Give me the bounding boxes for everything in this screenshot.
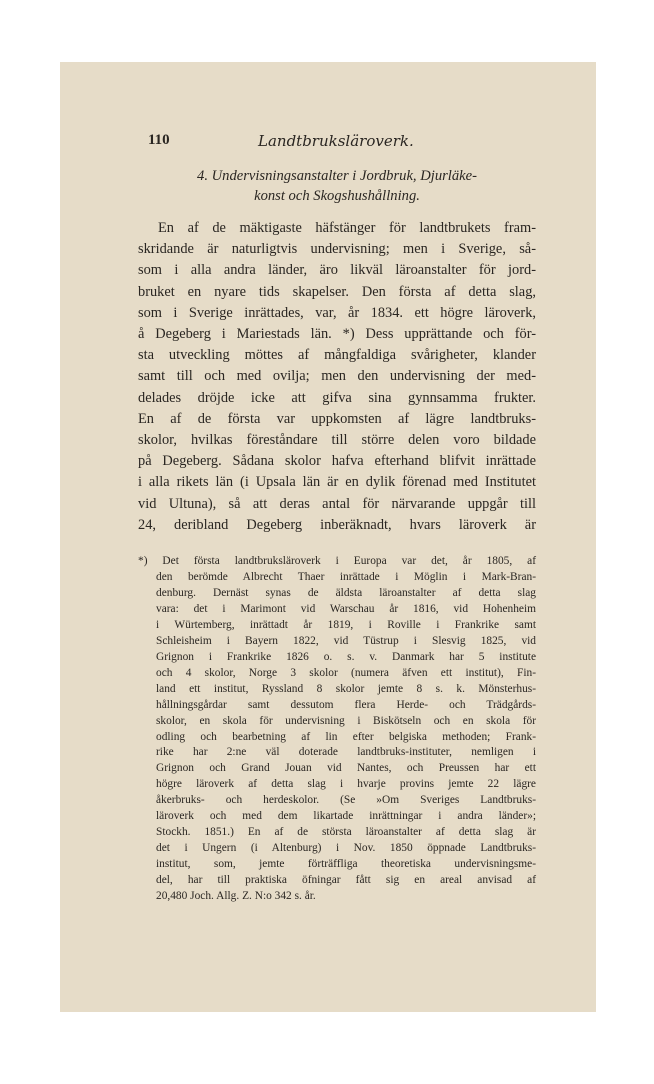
body-line: skolor, hvilkas föreståndare till större delen voro bildade xyxy=(138,432,536,449)
footnote-line: åkerbruks- och herdeskolor. (Se »Om Sveriges Landtbruks- xyxy=(156,794,536,807)
body-line: delades dröjde icke att gifva sina gynnsamma frukter. xyxy=(138,389,536,406)
page-number: 110 xyxy=(148,132,170,148)
body-line: som i Sverige inrättades, var, år 1834. ett högre läroverk, xyxy=(138,304,536,321)
body-line: samt till och med ovilja; men den undervisning der med- xyxy=(138,368,536,385)
footnote-line: vara: det i Marimont vid Warschau år 1816, vid Hohenheim xyxy=(156,602,536,615)
footnote-line: och 4 skolor, Norge 3 skolor (numera äfven ett institut), Fin- xyxy=(156,666,536,679)
running-title: Landtbruksläroverk. xyxy=(258,132,414,150)
footnote-line: skolor, en skola för undervisning i Biskötseln och en skola för xyxy=(156,714,536,727)
book-page xyxy=(60,62,596,1012)
body-line: på Degeberg. Sådana skolor hafva efterhand blifvit inrättade xyxy=(138,453,536,470)
section-heading-line: 4. Undervisningsanstalter i Jordbruk, Djurläke- xyxy=(197,168,477,184)
footnote-line: i Würtemberg, inrättadt år 1819, i Roville i Frankrike samt xyxy=(156,618,536,631)
page-content xyxy=(138,132,536,905)
body-line: En af de första var uppkomsten af lägre landtbruks- xyxy=(138,410,536,427)
footnote-line: högre läroverk af detta slag i hvarje provins jemte 22 lägre xyxy=(156,778,536,791)
footnote-line: Schleisheim i Bayern 1822, vid Tüstrup i Slesvig 1825, vid xyxy=(156,634,536,647)
footnote-line: land ett institut, Ryssland 8 skolor jemte 8 s. k. Mönsterhus- xyxy=(156,682,536,695)
footnote-line: Stockh. 1851.) En af de största läroanstalter af detta slag är xyxy=(156,826,536,839)
body-line: skridande är naturligtvis undervisning; men i Sverige, så- xyxy=(138,241,536,258)
footnote-line: läroverk och med dem likartade inrättningar i andra länder»; xyxy=(156,810,536,823)
section-heading xyxy=(138,166,536,206)
body-line: bruket en nyare tids skapelser. Den första af detta slag, xyxy=(138,283,536,300)
body-line: i alla rikets län (i Upsala län är en dylik förenad med Institutet xyxy=(138,474,536,491)
footnote-line: *) Det första landtbruksläroverk i Europa var det, år 1805, af xyxy=(138,555,536,568)
footnote-line: del, har till praktiska öfningar fått sig en areal anvisad af xyxy=(156,874,536,887)
body-line: En af de mäktigaste häfstänger för landtbrukets fram- xyxy=(158,220,536,236)
section-heading-line: konst och Skogshushållning. xyxy=(254,188,420,204)
footnote xyxy=(138,554,536,905)
footnote-line: Grignon i Frankrike 1826 o. s. v. Danmark har 5 institute xyxy=(156,650,536,663)
footnote-line: hållningsgårdar samt dessutom flera Herde- och Trädgårds- xyxy=(156,698,536,711)
body-line: å Degeberg i Mariestads län. *) Dess upprättande och för- xyxy=(138,326,536,343)
footnote-line: rike har 2:ne väl doterade landtbruks-instituter, nemligen i xyxy=(156,746,536,759)
footnote-line: odling och bearbetning af lin efter belgiska methoden; Frank- xyxy=(156,730,536,743)
footnote-line: det i Ungern (i Altenburg) i Nov. 1850 öppnade Landtbruks- xyxy=(156,842,536,855)
body-line: vid Ultuna), så att deras antal för närvarande uppgår till xyxy=(138,495,536,512)
body-line: 24, deribland Degeberg inberäknadt, hvars läroverk är xyxy=(138,516,536,533)
footnote-line: institut, som, jemte förträffliga theoretiska undervisningsme- xyxy=(156,858,536,871)
body-line: sta utveckling möttes af mångfaldiga svårigheter, klander xyxy=(138,347,536,364)
page-header xyxy=(138,132,536,152)
footnote-line: denburg. Dernäst synas de äldsta läroanstalter af detta slag xyxy=(156,586,536,599)
body-line: som i alla andra länder, äro likväl läroanstalter för jord- xyxy=(138,262,536,279)
body-text xyxy=(138,218,536,536)
footnote-line: den berömde Albrecht Thaer inrättade i Möglin i Mark-Bran- xyxy=(156,571,536,583)
footnote-line: 20,480 Joch. Allg. Z. N:o 342 s. år. xyxy=(156,890,316,903)
footnote-line: Grignon och Grand Jouan vid Nantes, och Preussen har ett xyxy=(156,762,536,775)
